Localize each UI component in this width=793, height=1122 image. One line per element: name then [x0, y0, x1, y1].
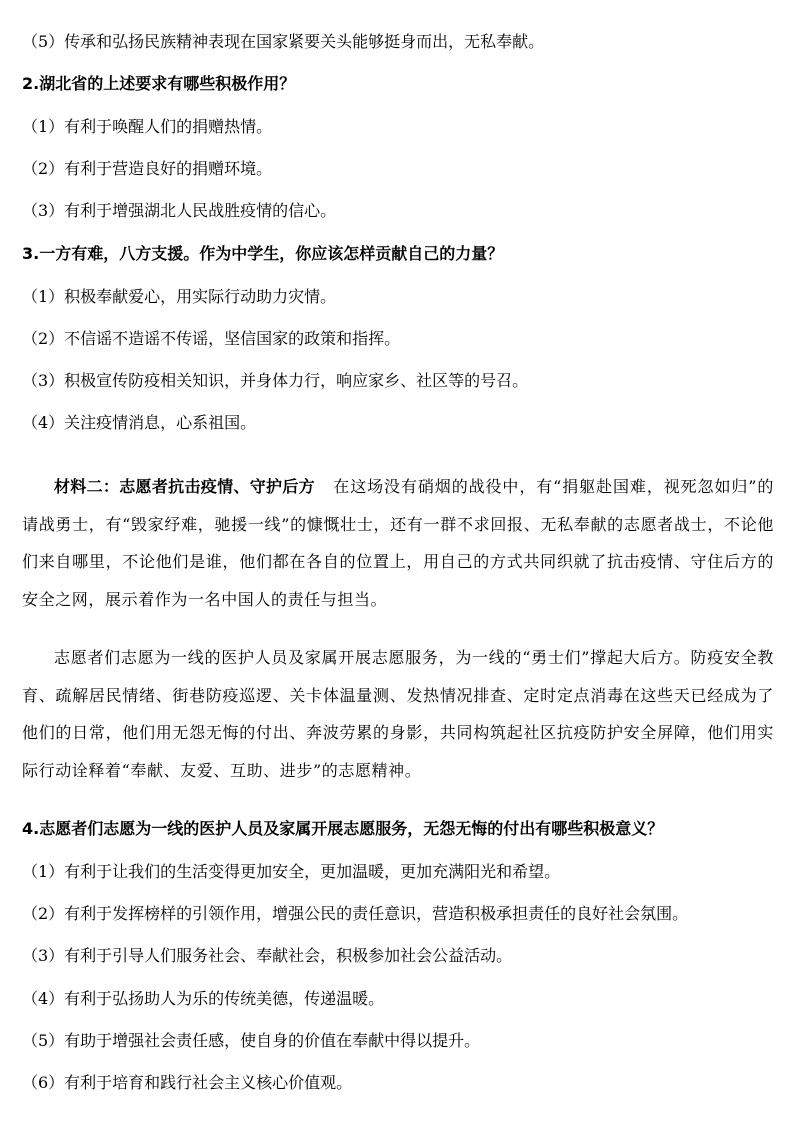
answer-item: （2）有利于发挥榜样的引领作用，增强公民的责任意识，营造积极承担责任的良好社会氛围。: [22, 904, 689, 923]
answer-item: （6）有利于培育和践行社会主义核心价值观。: [22, 1073, 353, 1092]
answer-item: （2）有利于营造良好的捐赠环境。: [22, 159, 273, 178]
answer-item: （5）传承和弘扬民族精神表现在国家紧要关头能够挺身而出，无私奉献。: [22, 32, 545, 51]
answer-item: （5）有助于增强社会责任感，使自身的价值在奉献中得以提升。: [22, 1031, 481, 1050]
answer-item: （1）有利于让我们的生活变得更加安全，更加温暖，更加充满阳光和希望。: [22, 862, 561, 881]
material-heading: 材料二：志愿者抗击疫情、守护后方: [54, 477, 315, 496]
question-title: 3.一方有难，八方支援。作为中学生，你应该怎样贡献自己的力量？: [22, 244, 504, 263]
question-title: 2.湖北省的上述要求有哪些积极作用？: [22, 74, 296, 93]
answer-item: （4）关注疫情消息，心系祖国。: [22, 413, 257, 432]
answer-item: （3）有利于增强湖北人民战胜疫情的信心。: [22, 201, 337, 220]
answer-item: （3）积极宣传防疫相关知识，并身体力行，响应家乡、社区等的号召。: [22, 371, 529, 390]
material-text: 在这场没有硝烟的战役中，有“捐躯赴国难，视死忽如归”的请战勇士，有“毁家纾难，驰援一线”的慷慨壮士，还有一群不求回报、无私奉献的志愿者战士，不论他们来自哪里，不论他们是谁，他们都在各自的位置上，用自己的方式共同织就了抗击疫情、守住后方的安全之网，展示着作为一名中国人的责任与担当。: [22, 477, 774, 609]
answer-item: （1）积极奉献爱心，用实际行动助力灾情。: [22, 287, 337, 306]
material-paragraph: [22, 468, 774, 618]
answer-item: （2）不信谣不造谣不传谣，坚信国家的政策和指挥。: [22, 329, 401, 348]
answer-item: （1）有利于唤醒人们的捐赠热情。: [22, 117, 273, 136]
answer-item: （3）有利于引导人们服务社会、奉献社会，积极参加社会公益活动。: [22, 946, 513, 965]
question-title: 4.志愿者们志愿为一线的医护人员及家属开展志愿服务，无怨无悔的付出有哪些积极意义？: [22, 819, 664, 838]
material-paragraph: 志愿者们志愿为一线的医护人员及家属开展志愿服务，为一线的“勇士们”撑起大后方。防疫安全教育、疏解居民情绪、街巷防疫巡逻、关卡体温量测、发热情况排查、定时定点消毒在这些天已经成为了他们的日常，他们用无怨无悔的付出、奔波劳累的身影，共同构筑起社区抗疫防护安全屏障，他们用实际行动诠释着“奉献、友爱、互助、进步”的志愿精神。: [22, 648, 774, 780]
answer-item: （4）有利于弘扬助人为乐的传统美德，传递温暖。: [22, 989, 385, 1008]
